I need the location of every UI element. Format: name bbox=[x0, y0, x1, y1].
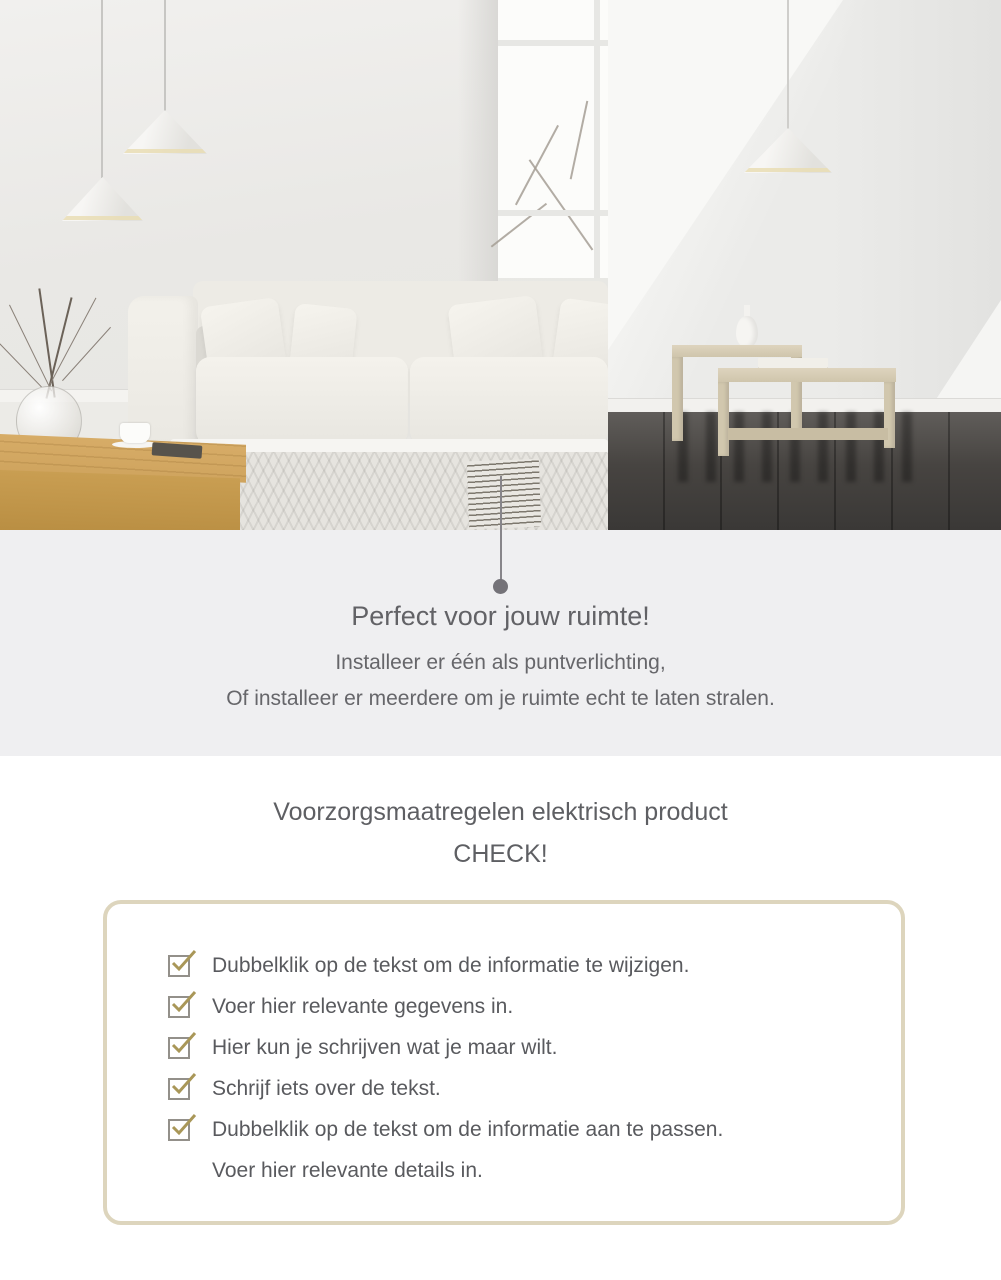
vase-branch bbox=[62, 327, 111, 381]
tree-branch bbox=[529, 160, 593, 251]
window-mullion bbox=[498, 210, 608, 216]
connector-dot bbox=[493, 579, 508, 594]
checklist-item-text: Dubbelklik op de tekst om de informatie aan te passen. bbox=[212, 1118, 724, 1141]
lamp-glow bbox=[123, 149, 207, 153]
window bbox=[498, 0, 608, 278]
hero-photo-side-tables bbox=[608, 0, 1001, 530]
seat-cushion bbox=[410, 357, 608, 445]
pendant-lamp-shade bbox=[123, 110, 207, 154]
checklist-item-text: Schrijf iets over de tekst. bbox=[212, 1077, 441, 1100]
vase-branch bbox=[49, 298, 97, 387]
precautions-heading-line1: Voorzorgsmaatregelen elektrisch product bbox=[273, 798, 728, 826]
pendant-lamp-cord bbox=[787, 0, 789, 130]
decor-vase bbox=[736, 316, 758, 348]
checkbox-checked-icon bbox=[168, 1037, 190, 1059]
checklist-row bbox=[168, 1034, 557, 1062]
window-mullion bbox=[498, 40, 608, 46]
checklist-row bbox=[168, 993, 513, 1021]
pendant-lamp-shade bbox=[62, 177, 143, 221]
magazine-stack bbox=[467, 459, 541, 529]
checklist-item-text: Voer hier relevante details in. bbox=[212, 1159, 483, 1182]
precautions-heading-line2: CHECK! bbox=[453, 840, 548, 868]
checkbox-checked-icon bbox=[168, 1078, 190, 1100]
coffee-cup bbox=[120, 423, 150, 443]
checkbox-checked-icon bbox=[168, 1119, 190, 1141]
connector-line bbox=[500, 476, 502, 580]
pendant-lamp-cord bbox=[164, 0, 166, 111]
nesting-table-back-top bbox=[672, 345, 802, 357]
checklist-item-text: Voer hier relevante gegevens in. bbox=[212, 995, 514, 1018]
checklist-item-text: Dubbelklik op de tekst om de informatie te wijzigen. bbox=[212, 954, 690, 977]
checkbox-checked-icon bbox=[168, 955, 190, 977]
checkbox-checked-icon bbox=[168, 996, 190, 1018]
vase-branch bbox=[9, 305, 52, 392]
lamp-glow bbox=[744, 168, 832, 172]
hero-photo-living-room bbox=[0, 0, 608, 530]
checklist-row bbox=[168, 1116, 723, 1144]
checklist-row bbox=[168, 1157, 483, 1185]
band-subtitle-line2: Of installeer er meerdere om je ruimte echt te laten stralen. bbox=[226, 687, 775, 710]
checklist-item-text: Hier kun je schrijven wat je maar wilt. bbox=[212, 1036, 558, 1059]
nesting-table-leg bbox=[672, 357, 683, 441]
checklist-row bbox=[168, 952, 689, 980]
baseboard bbox=[608, 398, 1001, 412]
checklist-row bbox=[168, 1075, 441, 1103]
pendant-lamp-cord bbox=[101, 0, 103, 178]
book-stack bbox=[758, 358, 828, 368]
lamp-glow bbox=[62, 216, 143, 220]
band-subtitle-line1: Installeer er één als puntverlichting, bbox=[335, 651, 666, 674]
rug bbox=[232, 452, 608, 530]
coffee-table-front bbox=[0, 470, 240, 530]
nesting-table-stretcher bbox=[728, 428, 888, 440]
precautions-panel bbox=[103, 900, 905, 1225]
nesting-table-leg bbox=[718, 382, 729, 456]
window-mullion bbox=[594, 0, 600, 278]
nesting-table-front-top bbox=[718, 368, 896, 382]
tree-branch bbox=[570, 101, 588, 180]
seat-cushion bbox=[196, 357, 408, 445]
band-title: Perfect voor jouw ruimte! bbox=[351, 601, 650, 631]
